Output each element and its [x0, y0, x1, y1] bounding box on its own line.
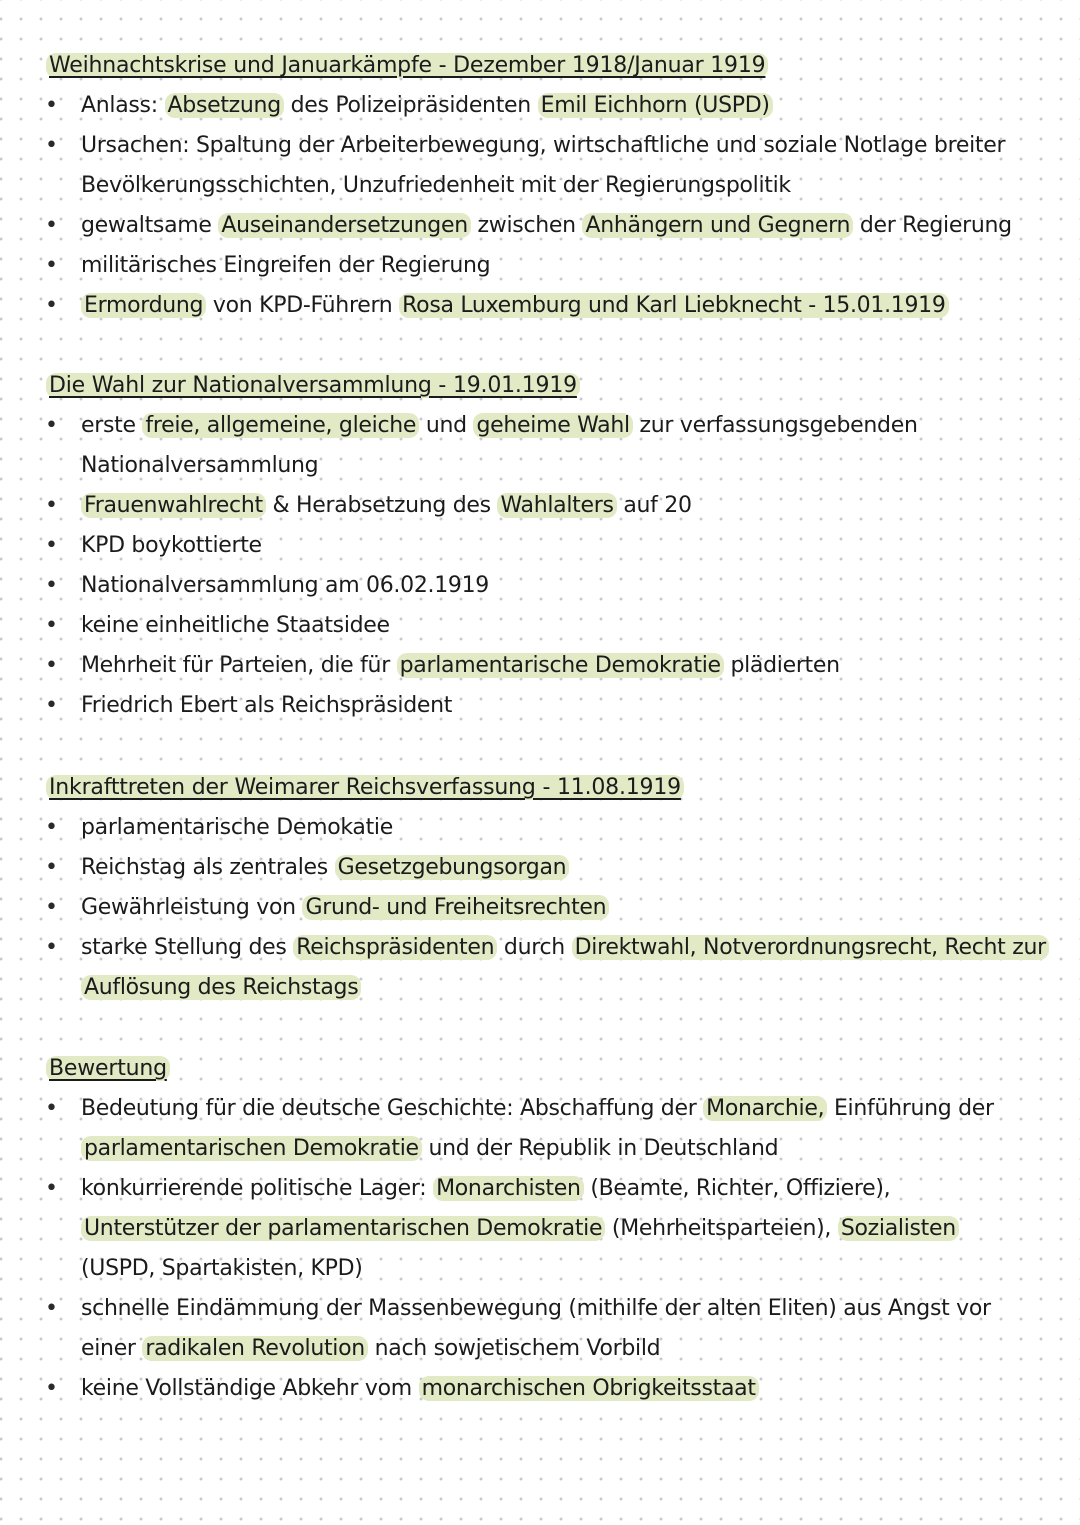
text-segment: keine Vollständige Abkehr vom	[81, 1376, 419, 1401]
highlighted-text: Unterstützer der parlamentarischen Demokratie	[81, 1216, 605, 1241]
bullet-item	[0, 1289, 1080, 1369]
highlighted-text: Rosa Luxemburg und Karl Liebknecht - 15.01.1919	[399, 293, 948, 318]
bullet-dot-icon: •	[45, 693, 58, 718]
bullet-dot-icon: •	[45, 653, 58, 678]
highlighted-text: Auseinandersetzungen	[218, 213, 471, 238]
bullet-dot-icon: •	[45, 935, 58, 960]
highlighted-text: Monarchie,	[703, 1096, 827, 1121]
highlighted-text: Emil Eichhorn (USPD)	[538, 93, 773, 118]
text-segment: der Regierung	[853, 213, 1012, 238]
bullet-item	[0, 808, 1080, 848]
text-segment: von KPD-Führern	[206, 293, 400, 318]
bullet-dot-icon: •	[45, 493, 58, 518]
text-segment: militärisches Eingreifen der Regierung	[81, 253, 491, 278]
bullet-line	[81, 1289, 1040, 1329]
bullet-dot-icon: •	[45, 293, 58, 318]
section-heading	[46, 768, 684, 808]
text-segment: des Polizeipräsidenten	[283, 93, 538, 118]
bullet-item	[0, 1369, 1080, 1409]
text-segment: Nationalversammlung am 06.02.1919	[81, 573, 490, 598]
text-segment: (Mehrheitsparteien),	[605, 1216, 838, 1241]
heading-text: Weihnachtskrise und Januarkämpfe - Dezember 1918/Januar 1919	[49, 53, 766, 78]
heading-text: Die Wahl zur Nationalversammlung - 19.01.1919	[49, 373, 577, 398]
bullet-item	[0, 646, 1080, 686]
bullet-line	[81, 286, 1040, 326]
bullet-item	[0, 86, 1080, 126]
bullet-line	[81, 1369, 1040, 1409]
bullet-item	[0, 406, 1080, 486]
bullet-item	[0, 606, 1080, 646]
bullet-line	[81, 606, 1040, 646]
bullet-dot-icon: •	[45, 93, 58, 118]
text-segment: zur verfassungsgebenden	[632, 413, 918, 438]
bullet-list	[0, 86, 1080, 326]
bullet-item	[0, 566, 1080, 606]
text-segment: keine einheitliche Staatsidee	[81, 613, 390, 638]
bullet-item	[0, 286, 1080, 326]
bullet-line	[81, 246, 1040, 286]
bullet-dot-icon: •	[45, 573, 58, 598]
highlighted-text: geheime Wahl	[473, 413, 632, 438]
bullet-dot-icon: •	[45, 1096, 58, 1121]
bullet-dot-icon: •	[45, 1376, 58, 1401]
highlighted-text: Gesetzgebungsorgan	[335, 855, 570, 880]
text-segment: plädierten	[723, 653, 840, 678]
heading-text: Inkrafttreten der Weimarer Reichsverfassung - 11.08.1919	[49, 775, 681, 800]
highlighted-text: Sozialisten	[838, 1216, 959, 1241]
text-segment: Einführung der	[827, 1096, 994, 1121]
text-segment: schnelle Eindämmung der Massenbewegung (mithilfe der alten Eliten) aus Angst vor	[81, 1296, 991, 1321]
text-segment: (USPD, Spartakisten, KPD)	[81, 1256, 363, 1281]
bullet-list	[0, 808, 1080, 1008]
heading-text: Bewertung	[49, 1056, 167, 1081]
highlighted-text: Frauenwahlrecht	[81, 493, 266, 518]
bullet-line	[81, 1169, 1040, 1209]
text-segment: Ursachen: Spaltung der Arbeiterbewegung, wirtschaftliche und soziale Notlage breiter	[81, 133, 1006, 158]
highlighted-text: Direktwahl, Notverordnungsrecht, Recht zur	[572, 935, 1049, 960]
text-segment: und der Republik in Deutschland	[421, 1136, 779, 1161]
bullet-list	[0, 406, 1080, 726]
bullet-dot-icon: •	[45, 1296, 58, 1321]
text-segment: parlamentarische Demokatie	[81, 815, 393, 840]
bullet-item	[0, 928, 1080, 1008]
bullet-line	[81, 566, 1040, 606]
highlighted-text: Absetzung	[165, 93, 284, 118]
highlighted-text: parlamentarische Demokratie	[397, 653, 724, 678]
text-segment: erste	[81, 413, 143, 438]
bullet-item	[0, 1089, 1080, 1169]
bullet-line	[81, 166, 1040, 206]
highlighted-text: Grund- und Freiheitsrechten	[302, 895, 609, 920]
bullet-line	[81, 86, 1040, 126]
bullet-line	[81, 1089, 1040, 1129]
text-segment: Friedrich Ebert als Reichspräsident	[81, 693, 453, 718]
bullet-list	[0, 1089, 1080, 1409]
bullet-item	[0, 206, 1080, 246]
text-segment: Anlass:	[81, 93, 165, 118]
bullet-dot-icon: •	[45, 413, 58, 438]
text-segment: gewaltsame	[81, 213, 219, 238]
bullet-line	[81, 848, 1040, 888]
text-segment: & Herabsetzung des	[265, 493, 498, 518]
section-heading	[46, 46, 768, 86]
highlighted-text: parlamentarischen Demokratie	[81, 1136, 422, 1161]
bullet-item	[0, 888, 1080, 928]
text-segment: und	[419, 413, 474, 438]
bullet-dot-icon: •	[45, 133, 58, 158]
bullet-dot-icon: •	[45, 855, 58, 880]
highlighted-text: Monarchisten	[433, 1176, 584, 1201]
bullet-item	[0, 1169, 1080, 1289]
bullet-line	[81, 526, 1040, 566]
text-segment: durch	[497, 935, 572, 960]
text-segment: Reichstag als zentrales	[81, 855, 335, 880]
highlighted-text: Ermordung	[81, 293, 206, 318]
bullet-line	[81, 1129, 1040, 1169]
bullet-line	[81, 486, 1040, 526]
text-segment: nach sowjetischem Vorbild	[367, 1336, 661, 1361]
bullet-item	[0, 126, 1080, 206]
bullet-line	[81, 206, 1040, 246]
bullet-line	[81, 928, 1046, 968]
bullet-item	[0, 486, 1080, 526]
bullet-line	[81, 686, 1040, 726]
text-segment: starke Stellung des	[81, 935, 294, 960]
bullet-item	[0, 246, 1080, 286]
bullet-line	[81, 1249, 1040, 1289]
text-segment: einer	[81, 1336, 143, 1361]
bullet-line	[81, 1209, 1040, 1249]
text-segment: auf 20	[616, 493, 692, 518]
text-segment: (Beamte, Richter, Offiziere),	[583, 1176, 891, 1201]
bullet-line	[81, 808, 1040, 848]
highlighted-text: monarchischen Obrigkeitsstaat	[419, 1376, 759, 1401]
text-segment: Bedeutung für die deutsche Geschichte: Abschaffung der	[81, 1096, 704, 1121]
bullet-line	[81, 968, 1040, 1008]
bullet-item	[0, 686, 1080, 726]
bullet-line	[81, 1329, 1040, 1369]
text-segment: Nationalversammlung	[81, 453, 319, 478]
text-segment: Gewährleistung von	[81, 895, 303, 920]
bullet-line	[81, 646, 1040, 686]
bullet-dot-icon: •	[45, 213, 58, 238]
section-heading	[46, 1049, 170, 1089]
bullet-dot-icon: •	[45, 533, 58, 558]
bullet-dot-icon: •	[45, 895, 58, 920]
bullet-dot-icon: •	[45, 815, 58, 840]
text-segment: zwischen	[470, 213, 583, 238]
highlighted-text: Auflösung des Reichstags	[81, 975, 361, 1000]
highlighted-text: Reichspräsidenten	[293, 935, 497, 960]
text-segment: Bevölkerungsschichten, Unzufriedenheit mit der Regierungspolitik	[81, 173, 791, 198]
highlighted-text: Wahlalters	[497, 493, 616, 518]
bullet-line	[81, 888, 1040, 928]
bullet-dot-icon: •	[45, 1176, 58, 1201]
highlighted-text: freie, allgemeine, gleiche	[142, 413, 419, 438]
text-segment: konkurrierende politische Lager:	[81, 1176, 434, 1201]
section-heading	[46, 366, 580, 406]
bullet-line	[81, 446, 1040, 486]
text-segment: Mehrheit für Parteien, die für	[81, 653, 397, 678]
bullet-dot-icon: •	[45, 613, 58, 638]
bullet-item	[0, 848, 1080, 888]
bullet-line	[81, 126, 1040, 166]
bullet-line	[81, 406, 1040, 446]
text-segment: KPD boykottierte	[81, 533, 262, 558]
bullet-item	[0, 526, 1080, 566]
bullet-dot-icon: •	[45, 253, 58, 278]
highlighted-text: Anhängern und Gegnern	[582, 213, 853, 238]
highlighted-text: radikalen Revolution	[142, 1336, 368, 1361]
